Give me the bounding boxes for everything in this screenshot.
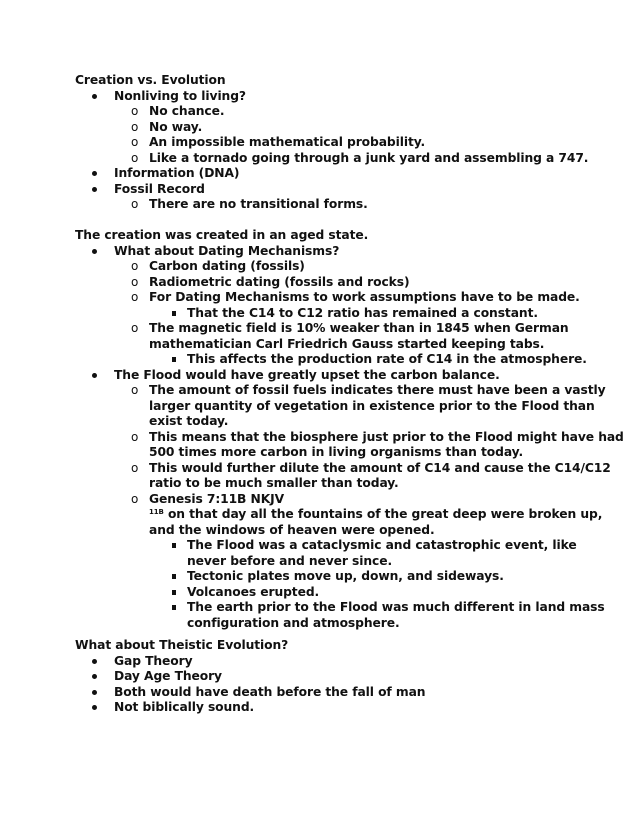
bullet-ring-icon: o [131, 259, 139, 273]
bullet-square-icon [172, 543, 176, 548]
list-item-text: $^{11B}$ on that day all the fountains of the great deep were broken up, [149, 507, 603, 521]
bullet-disc-icon [92, 171, 97, 176]
bullet-ring-icon: o [131, 460, 139, 475]
list-item-text: Volcanoes erupted. [187, 584, 320, 599]
bullet-ring-icon: o [131, 274, 139, 289]
bullet-ring-icon: o [131, 135, 139, 149]
bullet-square-icon [172, 357, 176, 362]
bullet-square-icon [172, 311, 176, 316]
bullet-square-icon [172, 574, 176, 579]
list-item-text: mathematician Carl Friedrich Gauss started keeping tabs. [149, 336, 545, 351]
list-item-text: Not biblically sound. [114, 700, 255, 714]
section-heading-text: Creation vs. Evolution [75, 73, 226, 87]
list-item-text: The earth prior to the Flood was much different in land mass [187, 600, 605, 614]
bullet-ring-icon: o [131, 104, 139, 118]
bullet-disc-icon [92, 690, 97, 695]
list-item-text: For Dating Mechanisms to work assumptions have to be made. [149, 290, 580, 304]
bullet-disc-icon [92, 187, 97, 192]
list-item-text: Genesis 7:11B NKJV [149, 491, 285, 506]
list-item-text: Information (DNA) [114, 166, 240, 180]
list-item-text: This would further dilute the amount of C14 and cause the C14/C12 [149, 460, 611, 475]
list-item-text: The Flood would have greatly upset the carbon balance. [114, 367, 500, 382]
bullet-disc-icon [92, 373, 97, 378]
list-item-text: What about Dating Mechanisms? [114, 243, 340, 258]
list-item-text: There are no transitional forms. [149, 197, 368, 211]
list-item-text: 500 times more carbon in living organisms than today. [149, 445, 524, 459]
list-item-text: and the windows of heaven were opened. [149, 522, 435, 537]
bullet-ring-icon: o [131, 290, 139, 304]
section-heading-text: What about Theistic Evolution? [75, 638, 289, 652]
bullet-disc-icon [92, 249, 97, 254]
list-item-text: exist today. [149, 414, 229, 428]
bullet-disc-icon [92, 674, 97, 679]
verse-number: 11B [149, 508, 164, 516]
bullet-ring-icon: o [131, 429, 139, 444]
list-item-text: Carbon dating (fossils) [149, 259, 305, 273]
bullet-ring-icon: o [131, 321, 139, 335]
bullet-ring-icon: o [131, 197, 139, 211]
bullet-square-icon [172, 590, 176, 595]
list-item-text: Gap Theory [114, 653, 193, 668]
list-item-text: The magnetic field is 10% weaker than in 1845 when German [149, 321, 569, 335]
list-item-text: No way. [149, 119, 203, 134]
list-item-text: That the C14 to C12 ratio has remained a constant. [187, 305, 538, 320]
list-item-text: Nonliving to living? [114, 88, 246, 103]
list-item-text: Tectonic plates move up, down, and sideways. [187, 569, 504, 583]
section-heading-text: The creation was created in an aged state. [75, 228, 369, 242]
list-item-text: ratio to be much smaller than today. [149, 476, 399, 490]
list-item-text: This means that the biosphere just prior to the Flood might have had [149, 429, 624, 444]
bullet-ring-icon: o [131, 150, 139, 165]
list-item-text: never before and never since. [187, 553, 393, 568]
list-item-text: Day Age Theory [114, 669, 222, 683]
list-item-text: Both would have death before the fall of man [114, 684, 426, 699]
bullet-ring-icon: o [131, 383, 139, 397]
list-item-text: Fossil Record [114, 181, 205, 196]
list-item-text: configuration and atmosphere. [187, 615, 400, 630]
list-item-text: Like a tornado going through a junk yard and assembling a 747. [149, 150, 589, 165]
list-item-text: An impossible mathematical probability. [149, 135, 426, 149]
bullet-disc-icon [92, 94, 97, 99]
list-item-text: The Flood was a cataclysmic and catastrophic event, like [187, 538, 577, 552]
list-item-text: No chance. [149, 104, 225, 118]
bullet-disc-icon [92, 659, 97, 664]
bullet-square-icon [172, 605, 176, 610]
list-item-text: larger quantity of vegetation in existence prior to the Flood than [149, 398, 595, 413]
list-item-text: This affects the production rate of C14 in the atmosphere. [187, 352, 587, 366]
list-item-text: Radiometric dating (fossils and rocks) [149, 274, 410, 289]
bullet-ring-icon: o [131, 119, 139, 134]
bullet-disc-icon [92, 705, 97, 710]
list-item-text: The amount of fossil fuels indicates there must have been a vastly [149, 383, 606, 397]
bullet-ring-icon: o [131, 491, 139, 506]
